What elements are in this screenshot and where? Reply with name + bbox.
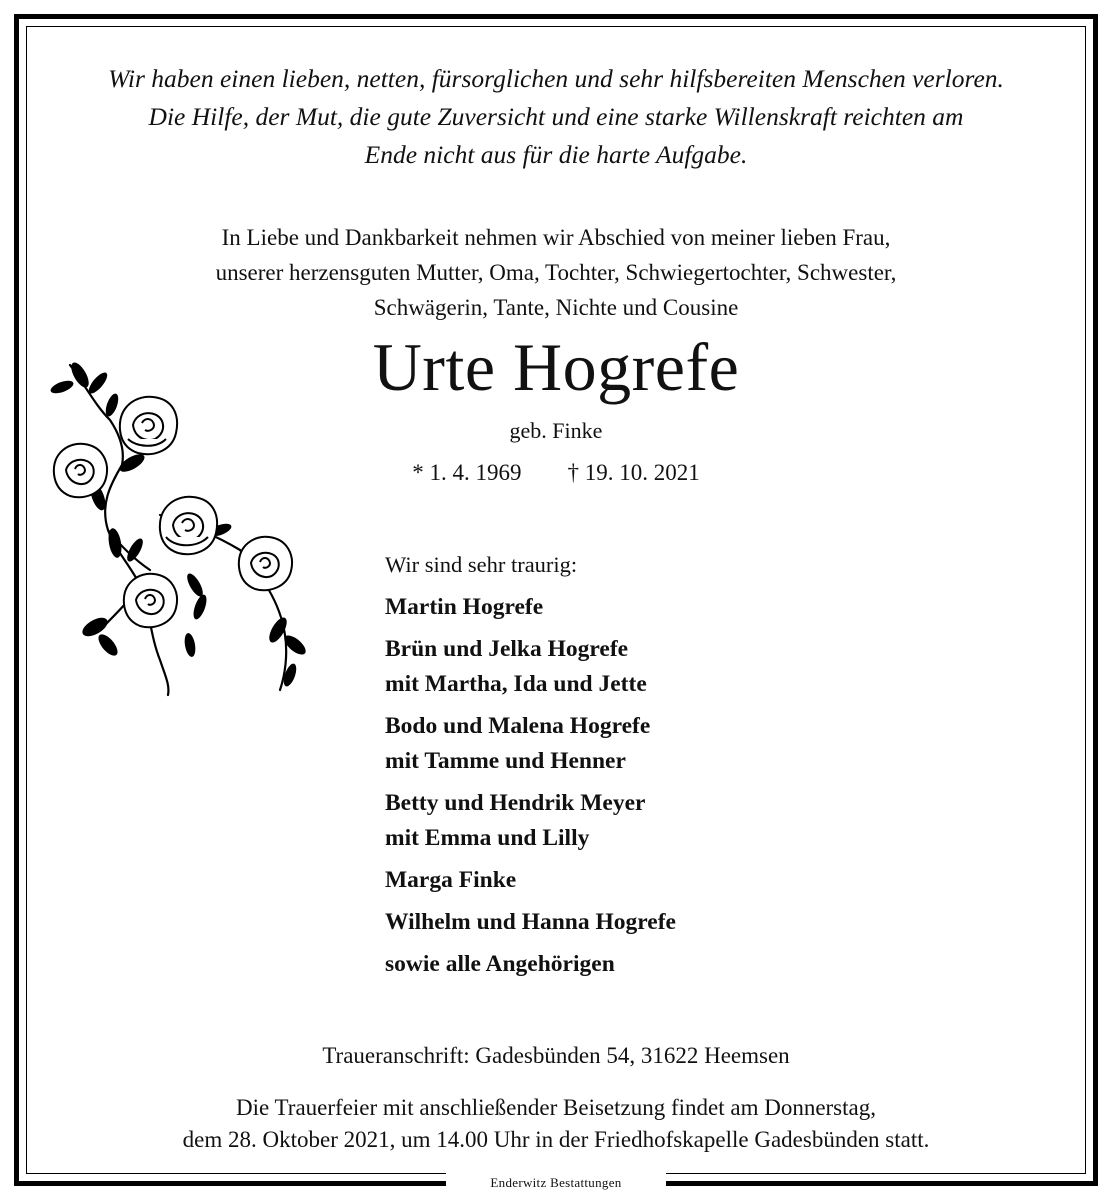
farewell-intro — [40, 220, 1072, 325]
birth-date: * 1. 4. 1969 — [412, 460, 522, 485]
mourners-list — [385, 590, 676, 989]
mourner-line: Martin Hogrefe — [385, 594, 544, 620]
motto-line: Die Hilfe, der Mut, die gute Zuversicht und eine starke Willenskraft reichten am — [148, 102, 964, 131]
mourner-group — [385, 786, 676, 856]
birth-name: geb. Finke — [509, 418, 603, 443]
mourner-line: Wilhelm und Hanna Hogrefe — [385, 909, 676, 935]
mourner-group — [385, 947, 676, 982]
deceased-name: Urte Hogrefe — [372, 329, 740, 405]
ceremony-line: Die Trauerfeier mit anschließender Beisetzung findet am Donnerstag, — [236, 1095, 876, 1120]
mourner-line: mit Martha, Ida und Jette — [385, 671, 647, 697]
motto-line: Wir haben einen lieben, netten, fürsorglichen und sehr hilfsbereiten Menschen verloren. — [108, 64, 1004, 93]
motto — [40, 60, 1072, 174]
intro-line: unserer herzensguten Mutter, Oma, Tochter, Schwiegertochter, Schwester, — [215, 260, 897, 285]
mourner-line: Bodo und Malena Hogrefe — [385, 713, 651, 739]
mourner-line: Brün und Jelka Hogrefe — [385, 636, 629, 662]
mourner-group — [385, 905, 676, 940]
mourner-group — [385, 863, 676, 898]
death-date: † 19. 10. 2021 — [567, 460, 700, 485]
mourner-line: mit Tamme und Henner — [385, 748, 626, 774]
ceremony-info — [40, 1092, 1072, 1156]
ceremony-line: dem 28. Oktober 2021, um 14.00 Uhr in der Friedhofskapelle Gadesbünden statt. — [182, 1127, 930, 1152]
intro-line: Schwägerin, Tante, Nichte und Cousine — [373, 295, 739, 320]
mourner-line: sowie alle Angehörigen — [385, 951, 615, 977]
rose-branch-icon — [40, 345, 340, 705]
mourner-line: Marga Finke — [385, 867, 517, 893]
mourners-intro: Wir sind sehr traurig: — [385, 552, 578, 577]
mourning-address: Traueranschrift: Gadesbünden 54, 31622 Heemsen — [322, 1043, 790, 1068]
motto-line: Ende nicht aus für die harte Aufgabe. — [364, 140, 748, 169]
mourner-line: Betty und Hendrik Meyer — [385, 790, 646, 816]
mourner-group — [385, 632, 676, 702]
funeral-home-credit: Enderwitz Bestattungen — [446, 1172, 666, 1194]
mourner-group — [385, 709, 676, 779]
mourner-line: mit Emma und Lilly — [385, 825, 590, 851]
intro-line: In Liebe und Dankbarkeit nehmen wir Abschied von meiner lieben Frau, — [221, 225, 891, 250]
mourner-group — [385, 590, 676, 625]
